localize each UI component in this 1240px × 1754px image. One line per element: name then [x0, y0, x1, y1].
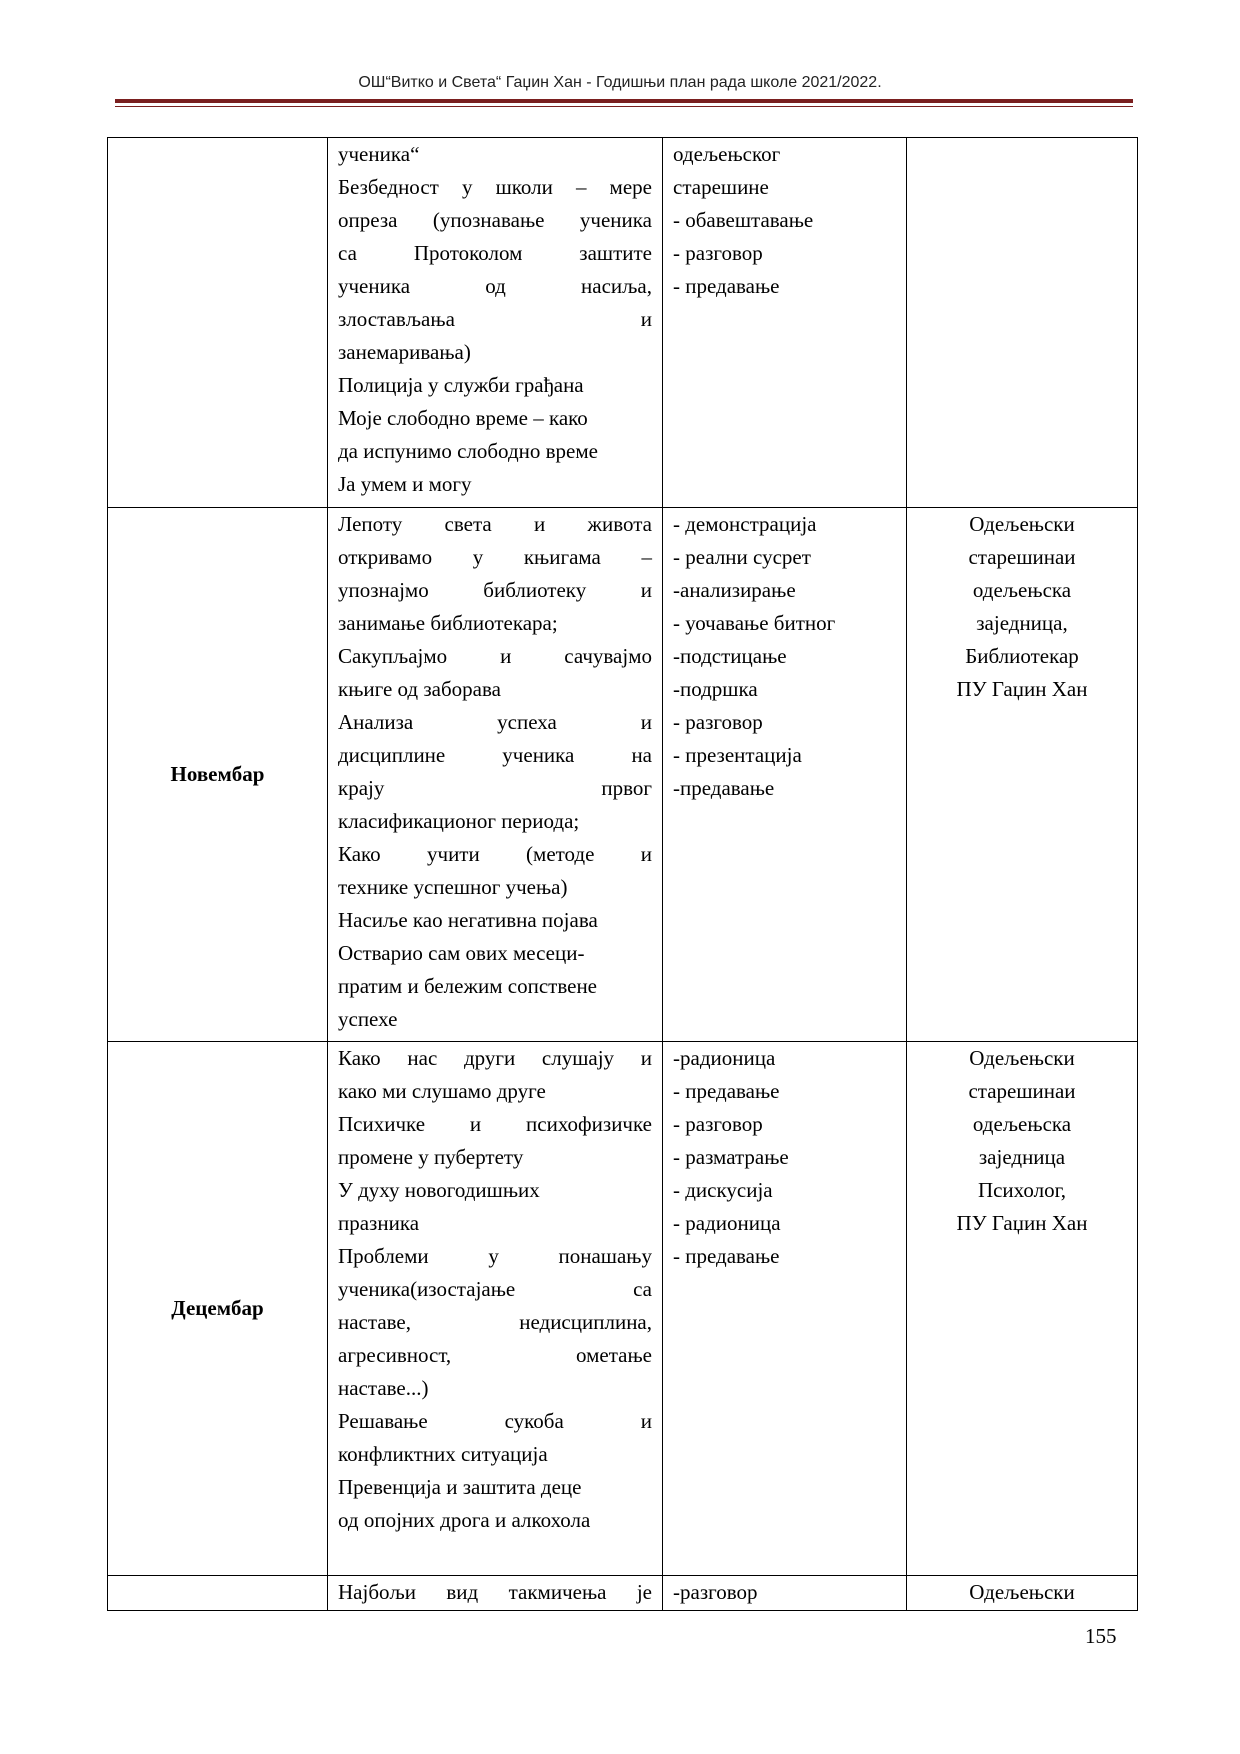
method-line: - реални сусрет	[673, 545, 811, 569]
topic-line: успехе	[338, 1007, 398, 1031]
topic-line: Остварио сам ових месеци-	[338, 941, 585, 965]
method-line: -подршка	[673, 677, 758, 701]
table-row	[108, 1042, 1138, 1576]
method-line: - предавање	[673, 1079, 780, 1103]
responsible-cell	[907, 138, 1138, 508]
header-rule	[115, 99, 1133, 103]
topic-line: Насиље као негативна појава	[338, 908, 598, 932]
topic-line: Проблеми у понашању	[338, 1244, 652, 1268]
topic-line: Безбедност у школи – мере	[338, 175, 652, 199]
topic-line: Моје слободно време – како	[338, 406, 588, 430]
method-line: -предавање	[673, 776, 775, 800]
topic-line: да испунимо слободно време	[338, 439, 598, 463]
method-line: старешине	[673, 175, 769, 199]
method-line: - разматрање	[673, 1145, 789, 1169]
topic-line: Сакупљајмо и сачувајмо	[338, 644, 652, 668]
topic-line: Анализа успеха и	[338, 710, 652, 734]
plan-table-body	[108, 138, 1138, 1611]
topics-cell	[328, 1042, 663, 1576]
topics-cell	[328, 1576, 663, 1611]
topic-line: како ми слушамо друге	[338, 1079, 546, 1103]
topic-line: промене у пубертету	[338, 1145, 524, 1169]
method-line: - разговор	[673, 1112, 763, 1136]
header-rule-thin	[115, 106, 1133, 107]
methods-cell	[663, 138, 907, 508]
responsible-line: заједница	[978, 1145, 1066, 1169]
method-line: - презентација	[673, 743, 802, 767]
topic-line: са Протоколом заштите	[338, 241, 652, 265]
table-row	[108, 1576, 1138, 1611]
topic-line: пратим и бележим сопствене	[338, 974, 598, 998]
responsible-line: заједница,	[976, 611, 1068, 635]
topic-line: празника	[338, 1211, 420, 1235]
topic-line: Решавање сукоба и	[338, 1409, 652, 1433]
responsible-line: ПУ Гаџин Хан	[956, 677, 1088, 701]
topic-line: злостављања и	[338, 307, 652, 331]
topic-line: Најбољи вид такмичења је	[338, 1580, 652, 1604]
topic-line: Превенција и заштита деце	[338, 1475, 582, 1499]
topics-cell	[328, 138, 663, 508]
topic-line: ученика“	[338, 142, 420, 166]
method-line: - уочавање битног	[673, 611, 836, 635]
method-line: -разговор	[673, 1580, 758, 1604]
running-header: ОШ“Витко и Света“ Гаџин Хан - Годишњи план рада школе 2021/2022.	[358, 74, 882, 91]
topic-line: Полиција у служби грађана	[338, 373, 584, 397]
method-line: -подстицање	[673, 644, 787, 668]
topic-line: крају првог	[338, 776, 652, 800]
topic-line: технике успешног учења)	[338, 875, 568, 899]
topic-line: Како нас други слушају и	[338, 1046, 652, 1070]
page-number: 155	[1085, 1624, 1117, 1648]
topic-line: откривамо у књигама –	[338, 545, 652, 569]
table-row	[108, 138, 1138, 508]
responsible-line: старешинаи	[968, 545, 1076, 569]
responsible-line: Одељењски	[969, 512, 1075, 536]
methods-cell	[663, 1576, 907, 1611]
topic-line: занемаривања)	[338, 340, 471, 364]
topic-line: агресивност, ометање	[338, 1343, 652, 1367]
method-line: - разговор	[673, 710, 763, 734]
topic-line: упознајмо библиотеку и	[338, 578, 652, 602]
topic-line: Ја умем и могу	[338, 472, 472, 496]
month-cell	[108, 1576, 328, 1611]
topic-line: занимање библиотекара;	[338, 611, 558, 635]
month-cell	[108, 138, 328, 508]
responsible-cell	[907, 1042, 1138, 1576]
topic-line: наставе, недисциплина,	[338, 1310, 652, 1334]
method-line: одељењског	[673, 142, 781, 166]
table-row	[108, 508, 1138, 1042]
topic-line: Лепоту света и живота	[338, 512, 652, 536]
responsible-line: Одељењски	[969, 1580, 1075, 1604]
method-line: -радионица	[673, 1046, 776, 1070]
responsible-line: одељењска	[972, 578, 1072, 602]
method-line: - обавештавање	[673, 208, 814, 232]
topic-line: Како учити (методе и	[338, 842, 652, 866]
topics-cell	[328, 508, 663, 1042]
responsible-line: ПУ Гаџин Хан	[956, 1211, 1088, 1235]
topic-line: наставе...)	[338, 1376, 429, 1400]
responsible-line: Библиотекар	[965, 644, 1079, 668]
topic-line: класификационог периода;	[338, 809, 580, 833]
topic-line: опреза (упознавање ученика	[338, 208, 652, 232]
topic-line: књиге од заборава	[338, 677, 501, 701]
responsible-cell	[907, 1576, 1138, 1611]
topic-line: Психичке и психофизичке	[338, 1112, 652, 1136]
method-line: - разговор	[673, 241, 763, 265]
topic-line: дисциплине ученика на	[338, 743, 652, 767]
topic-line: У духу новогодишњих	[338, 1178, 540, 1202]
method-line: - демонстрација	[673, 512, 817, 536]
month-cell: Новембар	[108, 508, 328, 1042]
month-cell: Децембар	[108, 1042, 328, 1576]
topic-line: ученика од насиља,	[338, 274, 652, 298]
methods-cell	[663, 508, 907, 1042]
method-line: -анализирање	[673, 578, 796, 602]
methods-cell	[663, 1042, 907, 1576]
responsible-line: Психолог,	[977, 1178, 1067, 1202]
topic-line: ученика(изостајање са	[338, 1277, 652, 1301]
responsible-line: одељењска	[972, 1112, 1072, 1136]
method-line: - предавање	[673, 274, 780, 298]
method-line: - радионица	[673, 1211, 781, 1235]
topic-line: конфликтних ситуација	[338, 1442, 548, 1466]
plan-table	[107, 137, 1138, 1611]
method-line: - дискусија	[673, 1178, 773, 1202]
method-line: - предавање	[673, 1244, 780, 1268]
responsible-line: старешинаи	[968, 1079, 1076, 1103]
responsible-cell	[907, 508, 1138, 1042]
topic-line: од опојних дрога и алкохола	[338, 1508, 591, 1532]
responsible-line: Одељењски	[969, 1046, 1075, 1070]
